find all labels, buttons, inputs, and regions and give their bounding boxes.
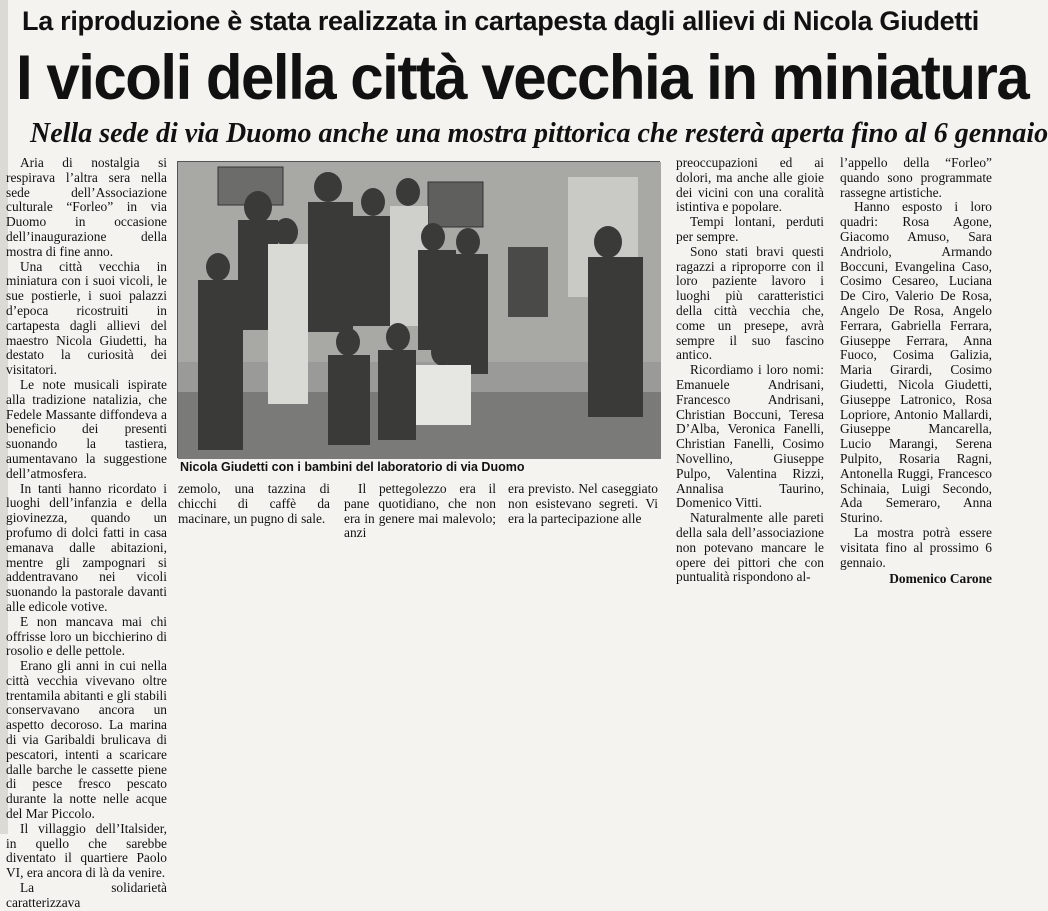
paragraph: zemolo, una tazzina di chicchi di caffè da macinare, un pugno di sale. (178, 481, 330, 526)
paragraph: era previsto. Nel caseggiato non esistevano segreti. Vi era la partecipazione alle (508, 481, 658, 526)
paragraph: Hanno esposto i loro quadri: Rosa Agone, Giacomo Amuso, Sara Andriolo, Armando Boccuni, Evangelina Caso, Cosimo Cesareo, Luciana De Ciro, Valerio De Rosa, Angelo De Rosa, Angelo Ferrara, Gabriella Ferrara, Giuseppe Ferrara, Anna Fuoco, Cosima Galizia, Maria Girardi, Cosimo Giudetti, Nicola Giudetti, Giuseppe Latronico, Rosa Lopriore, Antonio Mallardi, Giuseppe Mancarella, Lucio Marangi, Serena Pulpito, Rosaria Ragni, Antonella Ruggi, Francesco Schinaia, Luigi Secondo, Ada Semeraro, Anna Sturino. (840, 199, 992, 526)
article-column-1 (6, 155, 167, 910)
group-photo (177, 161, 660, 458)
subheadline: Nella sede di via Duomo anche una mostra pittorica che resterà aperta fino al 6 gennaio (30, 118, 1048, 149)
paragraph: l’appello della “Forleo” quando sono programmate rassegne artistiche. (840, 155, 992, 200)
paragraph: Tempi lontani, perduti per sempre. (676, 214, 824, 244)
paragraph: Il pettegolezzo era il pane quotidiano, che non era in genere mai malevolo; anzi (344, 481, 496, 541)
kicker: La riproduzione è stata realizzata in cartapesta dagli allievi di Nicola Giudetti (22, 6, 979, 36)
photo-caption: Nicola Giudetti con i bambini del laboratorio di via Duomo (180, 460, 525, 474)
paragraph: Erano gli anni in cui nella città vecchia vivevano oltre trentamila abitanti e gli stabili conservavano ancora un aspetto decoroso. La marina di via Garibaldi brulicava di pescatori, intenti a scaricare dalle barche le cassette piene di pesce fresco pescato durante la notte nelle acque del Mar Piccolo. (6, 658, 167, 822)
paragraph: La solidarietà caratterizzava (6, 880, 167, 910)
article-column-3 (344, 482, 496, 541)
article-column-4 (508, 482, 658, 526)
paragraph: In tanti hanno ricordato i luoghi dell’infanzia e della giovinezza, quando un profumo di dolci fatti in casa emanava dalle abitazioni, mentre gli zampognari si addentravano nei vicoli suonando la pastorale davanti alle edicole votive. (6, 480, 167, 614)
paragraph: preoccupazioni ed ai dolori, ma anche alle gioie dei vicini con una coralità istintiva e popolare. (676, 155, 824, 215)
paragraph: Ricordiamo i loro nomi: Emanuele Andrisani, Francesco Andrisani, Christian Boccuni, Teresa D’Alba, Veronica Fanelli, Christian Fanelli, Cosimo Novellino, Giuseppe Pulpo, Valentina Rizzi, Annalisa Taurino, Domenico Vitti. (676, 362, 824, 511)
paragraph: Aria di nostalgia si respirava l’altra sera nella sede dell’Associazione culturale “Forleo” in via Duomo in occasione dell’inaugurazione della mostra di fine anno. (6, 155, 167, 259)
paragraph: La mostra potrà essere visitata fino al prossimo 6 gennaio. (840, 524, 992, 570)
paragraph: Le note musicali ispirate alla tradizione natalizia, che Fedele Massante diffondeva a beneficio dei presenti suonando la tastiera, aumentavano la suggestione dell’atmosfera. (6, 376, 167, 481)
headline: I vicoli della città vecchia in miniatura (16, 42, 1029, 113)
article-column-5 (676, 156, 824, 585)
paragraph: Una città vecchia in miniatura con i suoi vicoli, le sue postierle, i suoi palazzi d’epoca ricostruiti in cartapesta dagli allievi del maestro Nicola Giudetti, ha destato la curiosità dei visitatori. (6, 258, 167, 378)
paragraph: Naturalmente alle pareti della sala dell’associazione non potevano mancare le opere dei pittori che con puntualità rispondono al- (676, 510, 824, 585)
article-column-2 (178, 482, 330, 526)
byline: Domenico Carone (889, 571, 992, 587)
article-column-6 (840, 156, 992, 587)
paragraph: Il villaggio dell’Italsider, in quello che sarebbe diventato il quartiere Paolo VI, era ancora di là da venire. (6, 820, 167, 881)
paragraph: Sono stati bravi questi ragazzi a riproporre con il loro paziente lavoro i luoghi più caratteristici della città vecchia che, come un presepe, avrà sempre il suo fascino antico. (676, 243, 824, 363)
paragraph: E non mancava mai chi offrisse loro un bicchierino di rosolio e delle pettole. (6, 613, 167, 659)
photo-illustration (178, 162, 661, 459)
